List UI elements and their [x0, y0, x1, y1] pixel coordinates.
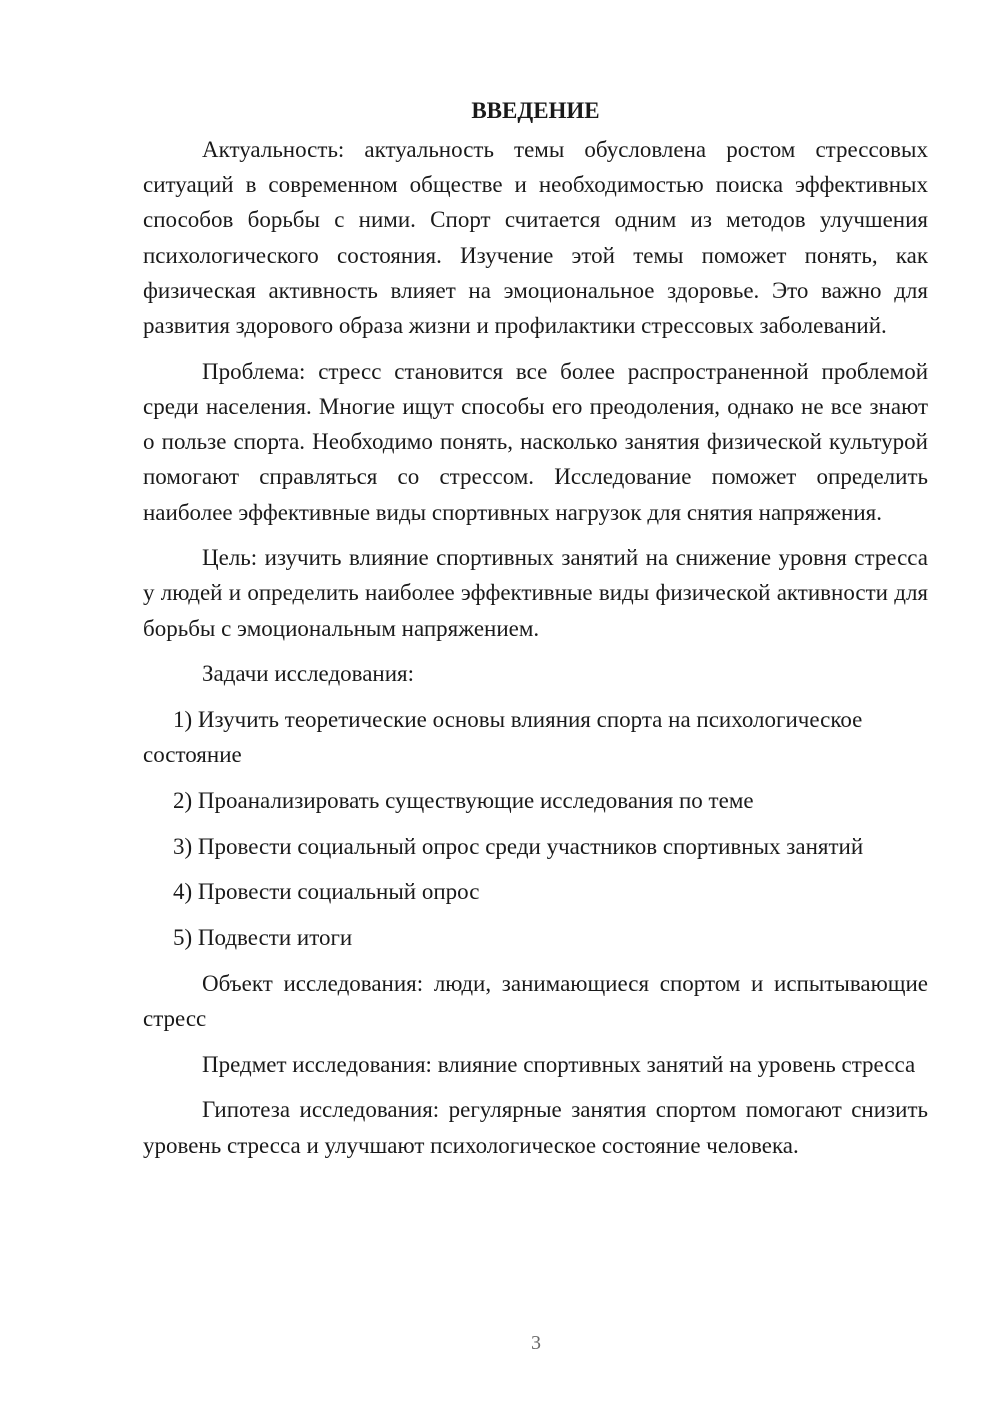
task-item-1: 1) Изучить теоретические основы влияния спорта на психологическое состояние	[143, 707, 863, 768]
goal-paragraph: Цель: изучить влияние спортивных занятий на снижение уровня стресса у людей и определить наиболее эффективные виды физической активности для борьбы с эмоциональным напряжением.	[143, 545, 928, 641]
page-number: 3	[531, 1332, 541, 1354]
page-content	[143, 93, 928, 1173]
hypothesis-paragraph: Гипотеза исследования: регулярные занятия спортом помогают снизить уровень стресса и улучшают психологическое состояние человека.	[143, 1097, 928, 1158]
object-paragraph: Объект исследования: люди, занимающиеся спортом и испытывающие стресс	[143, 970, 928, 1031]
tasks-heading: Задачи исследования:	[202, 661, 415, 687]
task-item-2: 2) Проанализировать существующие исследования по теме	[173, 787, 754, 813]
relevance-paragraph: Актуальность: актуальность темы обусловлена ростом стрессовых ситуаций в современном обществе и необходимостью поиска эффективных способов борьбы с ними. Спорт считается одним из методов улучшения психологического состояния. Изучение этой темы поможет понять, как физическая активность влияет на эмоциональное здоровье. Это важно для развития здорового образа жизни и профилактики стрессовых заболеваний.	[143, 137, 928, 339]
problem-paragraph: Проблема: стресс становится все более распространенной проблемой среди населения. Многие ищут способы его преодоления, однако не все знают о пользе спорта. Необходимо понять, насколько занятия физической культурой помогают справляться со стрессом. Исследование поможет определить наиболее эффективные виды спортивных нагрузок для снятия напряжения.	[143, 358, 928, 525]
task-item-4: 4) Провести социальный опрос	[173, 879, 480, 905]
page-title: ВВЕДЕНИЕ	[471, 98, 600, 123]
subject-paragraph: Предмет исследования: влияние спортивных занятий на уровень стресса	[202, 1051, 916, 1077]
task-item-3: 3) Провести социальный опрос среди участников спортивных занятий	[173, 833, 864, 859]
task-item-5: 5) Подвести итоги	[173, 925, 353, 951]
